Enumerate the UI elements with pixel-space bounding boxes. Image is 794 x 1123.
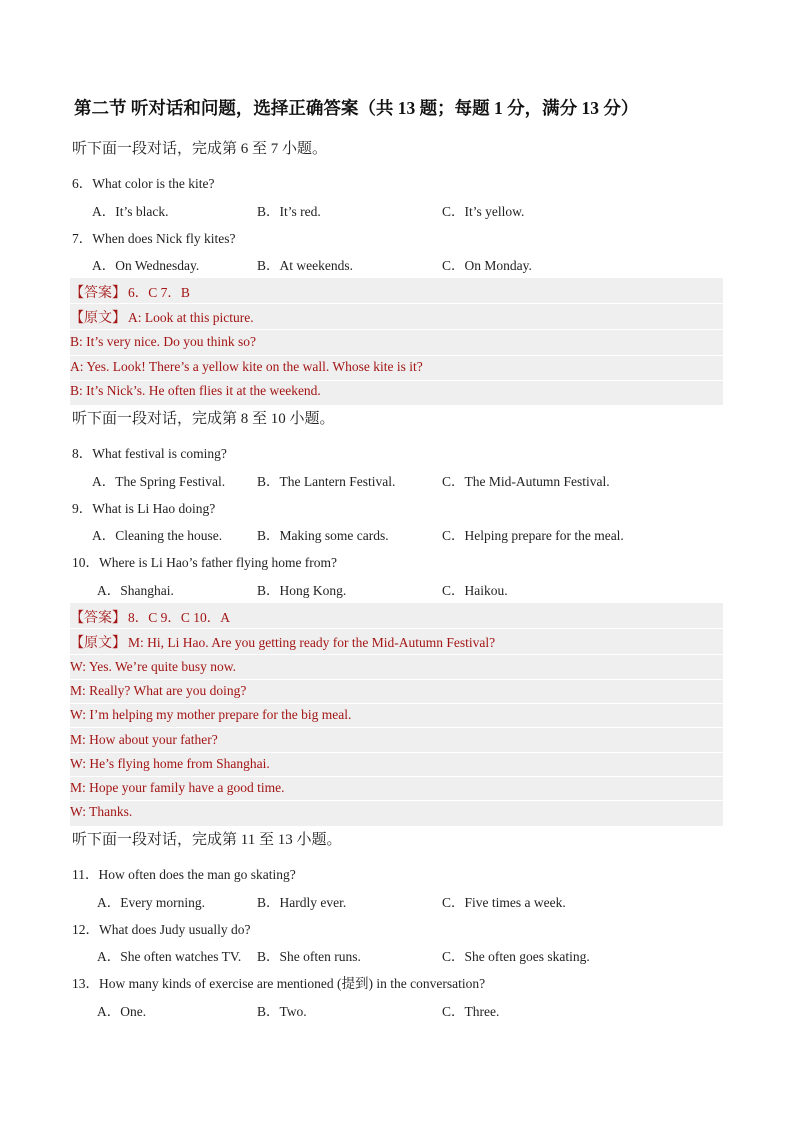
script-line: M: How about your father?	[70, 732, 218, 747]
script-line: W: Thanks.	[70, 804, 133, 819]
question-13-stem: 13．How many kinds of exercise are mentioned (提到) in the conversation?	[72, 976, 486, 991]
answer-text: 8．C 9．C 10．A	[128, 610, 231, 625]
answer-tag: 【答案】	[70, 286, 126, 301]
question-13-option-b: B．Two.	[257, 1004, 307, 1019]
question-9-option-b: B．Making some cards.	[257, 528, 389, 543]
question-12-option-a: A．She often watches TV.	[97, 949, 242, 964]
script-tag: 【原文】	[70, 311, 126, 326]
question-6-option-a: A．It’s black.	[92, 204, 169, 219]
question-10-option-b: B．Hong Kong.	[257, 583, 347, 598]
answer-line-1	[70, 281, 723, 302]
group-1-instruction: 听下面一段对话，完成第 6 至 7 小题。	[72, 141, 328, 157]
question-8-stem: 8．What festival is coming?	[72, 446, 227, 461]
script-line: M: Really? What are you doing?	[70, 683, 247, 698]
answer-line-2	[70, 606, 723, 627]
question-11-option-c: C．Five times a week.	[442, 895, 566, 910]
question-9-option-c: C．Helping prepare for the meal.	[442, 528, 624, 543]
script-line: B: It’s very nice. Do you think so?	[70, 334, 256, 349]
question-10-option-a: A．Shanghai.	[97, 583, 174, 598]
section-title: 第二节 听对话和问题，选择正确答案（共 13 题；每题 1 分，满分 13 分）	[74, 98, 639, 118]
answer-tag: 【答案】	[70, 611, 126, 626]
question-9-option-a: A．Cleaning the house.	[92, 528, 223, 543]
script-tag: 【原文】	[70, 636, 126, 651]
question-12-option-b: B．She often runs.	[257, 949, 361, 964]
question-12-option-c: C．She often goes skating.	[442, 949, 590, 964]
question-10-stem: 10．Where is Li Hao’s father flying home from?	[72, 555, 338, 570]
script-line	[70, 632, 723, 652]
script-line: W: Yes. We’re quite busy now.	[70, 659, 237, 674]
question-11-stem: 11．How often does the man go skating?	[72, 867, 296, 882]
script-line: A: Yes. Look! There’s a yellow kite on the wall. Whose kite is it?	[70, 359, 423, 374]
script-line: M: Hope your family have a good time.	[70, 780, 285, 795]
script-text: A: Look at this picture.	[128, 310, 254, 325]
question-8-option-c: C．The Mid-Autumn Festival.	[442, 474, 610, 489]
question-7-option-b: B．At weekends.	[257, 258, 353, 273]
question-7-option-a: A．On Wednesday.	[92, 258, 200, 273]
question-6-stem: 6．What color is the kite?	[72, 176, 215, 191]
question-13-option-a: A．One.	[97, 1004, 147, 1019]
question-9-stem: 9．What is Li Hao doing?	[72, 501, 216, 516]
group-2-instruction: 听下面一段对话，完成第 8 至 10 小题。	[72, 411, 335, 427]
question-6-option-b: B．It’s red.	[257, 204, 321, 219]
group-3-instruction: 听下面一段对话，完成第 11 至 13 小题。	[72, 832, 342, 848]
question-6-option-c: C．It’s yellow.	[442, 204, 525, 219]
question-11-option-a: A．Every morning.	[97, 895, 205, 910]
script-line: W: I’m helping my mother prepare for the big meal.	[70, 707, 352, 722]
question-8-option-b: B．The Lantern Festival.	[257, 474, 396, 489]
question-10-option-c: C．Haikou.	[442, 583, 508, 598]
question-12-stem: 12．What does Judy usually do?	[72, 922, 251, 937]
answer-text: 6．C 7．B	[128, 285, 190, 300]
question-11-option-b: B．Hardly ever.	[257, 895, 347, 910]
question-7-stem: 7．When does Nick fly kites?	[72, 231, 236, 246]
question-13-option-c: C．Three.	[442, 1004, 500, 1019]
question-8-option-a: A．The Spring Festival.	[92, 474, 226, 489]
script-text: M: Hi, Li Hao. Are you getting ready for the Mid-Autumn Festival?	[128, 635, 496, 650]
script-line: B: It’s Nick’s. He often flies it at the weekend.	[70, 383, 321, 398]
script-line	[70, 307, 723, 327]
question-7-option-c: C．On Monday.	[442, 258, 532, 273]
script-line: W: He’s flying home from Shanghai.	[70, 756, 270, 771]
